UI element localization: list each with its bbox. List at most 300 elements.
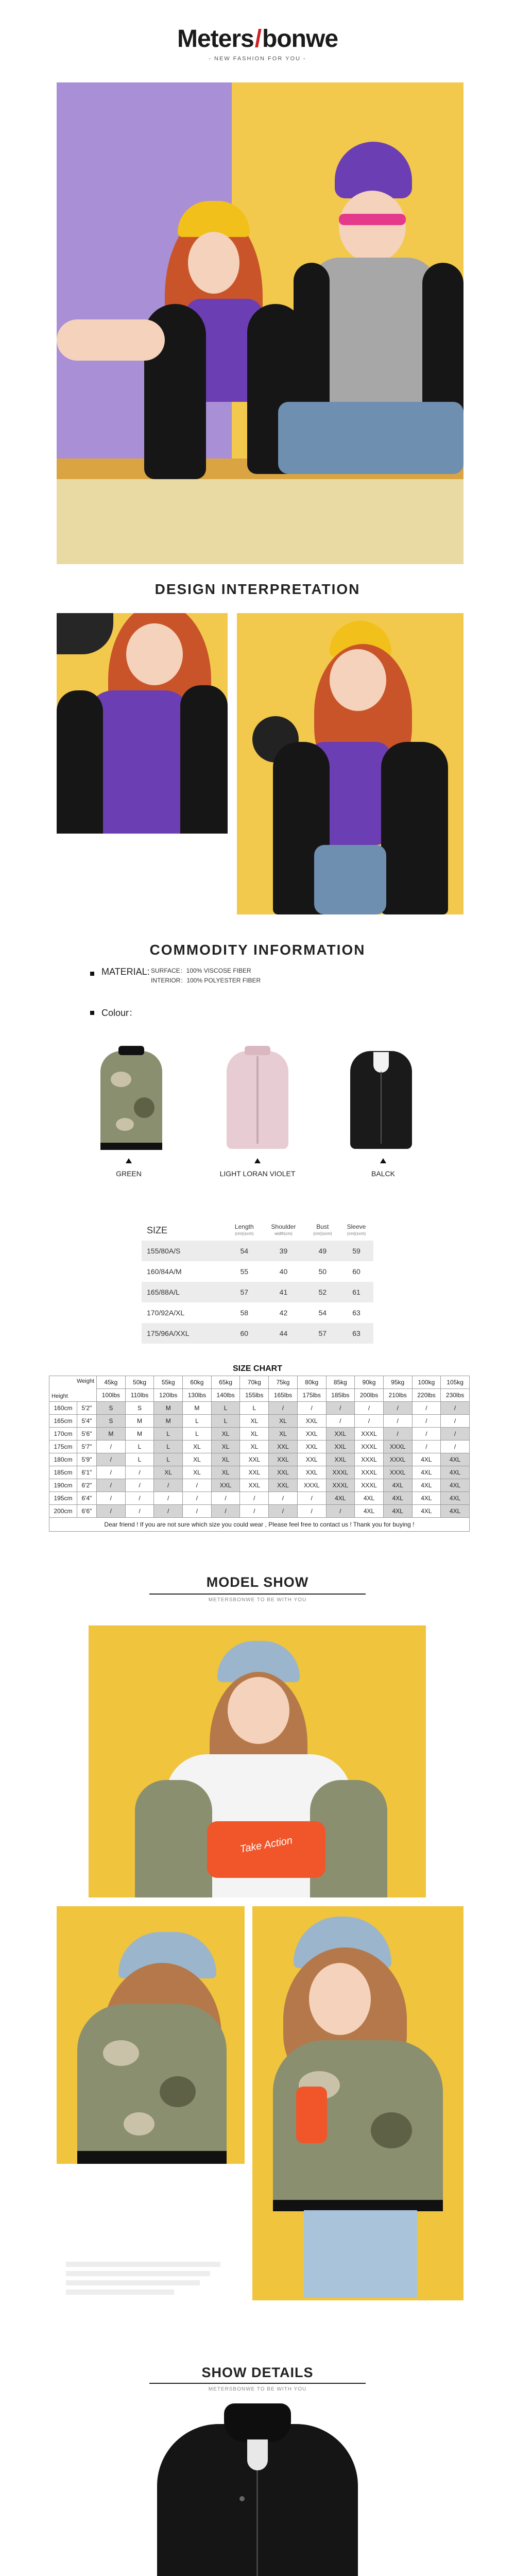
size-table-header: [142, 1220, 373, 1241]
size-chart-weight-kg: 70kg: [240, 1376, 269, 1389]
design-left-racket: [57, 613, 113, 654]
size-chart-cell: /: [441, 1440, 470, 1453]
size-chart-weight-kg: 55kg: [154, 1376, 183, 1389]
size-chart-height-ft: 5'4": [77, 1415, 97, 1428]
size-chart-cell: M: [183, 1402, 212, 1415]
size-chart-cell: /: [154, 1505, 183, 1518]
black-jacket-neck: [373, 1052, 389, 1073]
size-chart-weight-lbs: 220lbs: [412, 1389, 441, 1402]
m2-camo-spot-1: [103, 2040, 139, 2066]
size-chart-cell: /: [383, 1415, 412, 1428]
size-chart-weight-lbs: 140lbs: [211, 1389, 240, 1402]
size-chart-height-ft: 6'1": [77, 1466, 97, 1479]
size-chart-row: [49, 1415, 470, 1428]
swatch-green-jacket[interactable]: [88, 1046, 175, 1151]
brand-slash: /: [254, 25, 262, 53]
faint-line-2: [66, 2271, 210, 2276]
brand-tagline: - NEW FASHION FOR YOU -: [209, 56, 306, 62]
size-chart-cell: /: [297, 1505, 326, 1518]
size-chart-cell: XXXL: [355, 1479, 384, 1492]
size-chart-cell: 4XL: [383, 1505, 412, 1518]
size-chart-cell: /: [97, 1492, 126, 1505]
size-chart-weight-kg: 90kg: [355, 1376, 384, 1389]
size-table-cell: 52: [306, 1282, 339, 1302]
material-interior: INTERIOR：100% POLYESTER FIBER: [151, 977, 261, 984]
size-table-cell: 60: [227, 1323, 261, 1344]
size-chart-cell: L: [154, 1440, 183, 1453]
design-photo-left: [57, 613, 228, 834]
size-chart-cell: /: [154, 1492, 183, 1505]
shoulder-col-header: [261, 1220, 305, 1241]
size-chart-title: SIZE CHART: [233, 1364, 282, 1373]
faint-line-3: [66, 2280, 200, 2285]
size-col-header: SIZE: [147, 1225, 168, 1235]
detail-photo-black-jacket: [147, 2403, 368, 2576]
size-chart-cell: XL: [211, 1428, 240, 1440]
size-chart-row: [49, 1402, 470, 1415]
size-chart-cell: XXXL: [383, 1466, 412, 1479]
size-chart-note-row: [49, 1518, 470, 1532]
hero-floor: [57, 479, 464, 564]
faint-line-1: [66, 2262, 220, 2267]
size-chart-cell: XXXL: [326, 1479, 355, 1492]
size-chart-weight-kg: 45kg: [97, 1376, 126, 1389]
design-photo-right: [237, 613, 464, 914]
size-chart-cell: XL: [240, 1428, 269, 1440]
m2-camo-jacket: [77, 2004, 227, 2164]
size-table-cell: 63: [352, 1309, 360, 1317]
size-table-cell: 44: [261, 1323, 305, 1344]
size-chart-height-cm: 185cm: [49, 1466, 77, 1479]
size-chart-cell: XL: [211, 1466, 240, 1479]
size-table-size: 175/96A/XXL: [142, 1323, 227, 1344]
m3-denim-skirt: [304, 2210, 417, 2298]
m3-camo-spot-2: [371, 2112, 412, 2148]
size-chart-cell: L: [125, 1453, 154, 1466]
size-chart-weight-kg: 80kg: [297, 1376, 326, 1389]
green-jacket-camo-1: [111, 1072, 131, 1087]
commodity-title: COMMODITY INFORMATION: [149, 942, 366, 958]
size-chart-cell: 4XL: [412, 1466, 441, 1479]
size-chart-cell: 4XL: [383, 1479, 412, 1492]
hero-model-right-jeans: [278, 402, 464, 474]
size-chart-cell: L: [211, 1415, 240, 1428]
model-photo-right: [252, 1906, 464, 2300]
size-chart-height-ft: 5'7": [77, 1440, 97, 1453]
size-chart-cell: L: [154, 1428, 183, 1440]
size-table-row: [142, 1261, 373, 1282]
detail-jacket-placket: [256, 2470, 258, 2576]
show-details-title: SHOW DETAILS: [201, 2365, 314, 2380]
size-table-cell: 42: [279, 1309, 288, 1317]
size-chart-weight-lbs: 130lbs: [183, 1389, 212, 1402]
size-chart-cell: XL: [211, 1440, 240, 1453]
size-chart-height-ft: 6'2": [77, 1479, 97, 1492]
design-right-jacket-r: [381, 742, 448, 914]
faint-line-4: [66, 2290, 174, 2295]
size-chart-cell: M: [154, 1415, 183, 1428]
detail-jacket-button: [239, 2496, 245, 2501]
design-right-jeans: [314, 845, 386, 914]
size-chart-weight-kg: 95kg: [383, 1376, 412, 1389]
size-chart-cell: /: [269, 1505, 298, 1518]
size-table-cell: 40: [279, 1267, 288, 1276]
m1-face: [228, 1677, 289, 1744]
size-chart-cell: XXL: [240, 1466, 269, 1479]
size-chart-cell: /: [125, 1505, 154, 1518]
size-chart-cell: XXXL: [326, 1466, 355, 1479]
size-chart-height-ft: 6'6": [77, 1505, 97, 1518]
size-chart-height-cm: 175cm: [49, 1440, 77, 1453]
size-chart-cell: XL: [269, 1428, 298, 1440]
size-chart-cell: /: [412, 1440, 441, 1453]
size-chart-height-ft: 6'4": [77, 1492, 97, 1505]
size-chart-cell: XXXL: [297, 1479, 326, 1492]
size-chart-cell: S: [125, 1402, 154, 1415]
show-details-subtitle: METERSBONWE TO BE WITH YOU: [208, 2386, 307, 2392]
size-chart-cell: XXL: [297, 1453, 326, 1466]
size-chart-height-cm: 190cm: [49, 1479, 77, 1492]
size-chart-cell: XL: [183, 1440, 212, 1453]
size-chart-cell: /: [355, 1402, 384, 1415]
size-chart-cell: L: [183, 1428, 212, 1440]
sleeve-label: Sleeve: [347, 1223, 366, 1230]
design-title: DESIGN INTERPRETATION: [154, 581, 360, 597]
size-chart-cell: XL: [183, 1466, 212, 1479]
size-chart-cell: 4XL: [441, 1453, 470, 1466]
size-chart-cell: /: [97, 1440, 126, 1453]
size-chart-cell: 4XL: [412, 1479, 441, 1492]
size-chart-cell: /: [412, 1415, 441, 1428]
size-table-cell: 54: [227, 1241, 261, 1261]
size-chart-row: [49, 1466, 470, 1479]
size-chart-cell: /: [412, 1428, 441, 1440]
size-chart-cell: XXL: [326, 1440, 355, 1453]
size-chart-cell: XL: [240, 1415, 269, 1428]
green-jacket-camo-2: [134, 1097, 154, 1118]
size-chart-cell: /: [269, 1402, 298, 1415]
size-chart-cell: 4XL: [383, 1492, 412, 1505]
size-chart-cell: /: [326, 1402, 355, 1415]
size-chart-cell: /: [154, 1479, 183, 1492]
size-chart-cell: /: [183, 1505, 212, 1518]
size-table-size: 165/88A/L: [142, 1282, 227, 1302]
model-photo-main: [89, 1625, 426, 1897]
size-chart-cell: XL: [240, 1440, 269, 1453]
size-chart-cell: XXL: [211, 1479, 240, 1492]
size-chart-weight-kg: 100kg: [412, 1376, 441, 1389]
size-chart-cell: /: [383, 1428, 412, 1440]
size-chart-cell: /: [97, 1505, 126, 1518]
size-table-size: 170/92A/XL: [147, 1309, 185, 1317]
size-chart-weight-lbs: 155lbs: [240, 1389, 269, 1402]
size-chart-weight-lbs: 165lbs: [269, 1389, 298, 1402]
size-table-cell: 49: [306, 1241, 339, 1261]
size-chart-cell: XL: [211, 1453, 240, 1466]
swatch-black-pointer: [380, 1158, 386, 1163]
size-table-cell: 57: [227, 1282, 261, 1302]
size-chart-weight-lbs: 210lbs: [383, 1389, 412, 1402]
size-table-cell: 41: [261, 1282, 305, 1302]
sleeve-col-header: [339, 1220, 373, 1241]
size-chart-cell: XXL: [297, 1415, 326, 1428]
brand-right: bonwe: [262, 25, 338, 53]
model-show-title: MODEL SHOW: [206, 1574, 309, 1590]
size-chart-cell: XXL: [269, 1466, 298, 1479]
size-chart-weight-label: Weight: [76, 1378, 94, 1384]
green-jacket-hem: [100, 1143, 162, 1150]
size-chart-cell: L: [154, 1453, 183, 1466]
size-chart-cell: /: [297, 1492, 326, 1505]
green-jacket-collar: [118, 1046, 144, 1055]
design-left-jacket-r: [180, 685, 228, 834]
swatch-black-label[interactable]: BALCK: [371, 1170, 395, 1178]
sleeve-unit: (cm)(±cm): [347, 1231, 366, 1236]
m2-camo-spot-2: [160, 2076, 196, 2107]
size-chart-cell: /: [441, 1402, 470, 1415]
size-chart-cell: /: [97, 1466, 126, 1479]
size-chart-cell: XL: [269, 1415, 298, 1428]
design-right-face: [330, 649, 386, 711]
size-chart-cell: XXL: [240, 1453, 269, 1466]
size-chart-cell: XXL: [297, 1428, 326, 1440]
size-chart-cell: M: [154, 1402, 183, 1415]
green-jacket-body: [100, 1051, 162, 1149]
size-chart-cell: XXL: [297, 1440, 326, 1453]
m2-jacket-hem: [77, 2151, 227, 2164]
size-measurement-table: [142, 1220, 373, 1344]
size-chart-cell: S: [97, 1415, 126, 1428]
size-chart-cell: 4XL: [412, 1453, 441, 1466]
size-chart-cell: /: [326, 1415, 355, 1428]
size-chart-cell: XL: [154, 1466, 183, 1479]
size-chart-weight-kg: 85kg: [326, 1376, 355, 1389]
size-chart-weight-kg: 65kg: [211, 1376, 240, 1389]
hero-model-right-glasses: [339, 214, 406, 225]
size-chart-cell: XXXL: [383, 1440, 412, 1453]
m3-orange-bag: [296, 2087, 327, 2143]
length-col-header: [227, 1220, 261, 1241]
hero-model-left-face: [188, 232, 239, 294]
size-chart-cell: XXXL: [355, 1466, 384, 1479]
size-chart-cell: /: [441, 1428, 470, 1440]
colour-bullet: [90, 1011, 94, 1015]
material-surface: SURFACE：100% VISCOSE FIBER: [151, 967, 251, 974]
hero-model-left-legs: [57, 319, 165, 361]
size-chart-height-cm: 195cm: [49, 1492, 77, 1505]
size-table-cell: 57: [306, 1323, 339, 1344]
size-chart-cell: /: [240, 1505, 269, 1518]
bust-label: Bust: [316, 1223, 329, 1230]
m3-jacket-hem: [273, 2200, 443, 2211]
swatch-black-jacket[interactable]: [337, 1046, 425, 1151]
detail-jacket-neck: [247, 2439, 268, 2470]
size-chart-cell: L: [125, 1440, 154, 1453]
size-chart-cell: 4XL: [441, 1466, 470, 1479]
size-chart-cell: S: [97, 1402, 126, 1415]
length-unit: (cm)(±cm): [235, 1231, 254, 1236]
size-chart-cell: XXL: [326, 1453, 355, 1466]
size-table-cell: 61: [339, 1282, 373, 1302]
size-chart-cell: /: [125, 1466, 154, 1479]
size-chart-row: [49, 1428, 470, 1440]
size-chart-weight-lbs-row: [49, 1389, 470, 1402]
size-chart-cell: M: [125, 1415, 154, 1428]
size-chart-cell: /: [355, 1415, 384, 1428]
size-table-cell: 58: [240, 1309, 249, 1317]
size-table-cell: 63: [339, 1323, 373, 1344]
size-chart-weight-lbs: 110lbs: [125, 1389, 154, 1402]
size-table-cell: 60: [352, 1267, 360, 1276]
size-chart-cell: /: [383, 1402, 412, 1415]
model-show-subtitle: METERSBONWE TO BE WITH YOU: [208, 1597, 307, 1603]
size-chart-weight-kg: 75kg: [269, 1376, 298, 1389]
size-chart-row: [49, 1453, 470, 1466]
size-chart-row: [49, 1479, 470, 1492]
size-chart-cell: M: [125, 1428, 154, 1440]
size-table-cell: 55: [240, 1267, 249, 1276]
size-table-row: [142, 1282, 373, 1302]
size-chart-weight-kg-row: [49, 1376, 470, 1389]
size-chart-cell: 4XL: [326, 1492, 355, 1505]
size-table-cell: 59: [339, 1241, 373, 1261]
violet-jacket-placket: [256, 1056, 259, 1144]
size-chart-cell: /: [441, 1415, 470, 1428]
hero-model-right-beanie: [335, 142, 412, 198]
brand-logo[interactable]: [0, 25, 515, 53]
swatch-green-pointer: [126, 1158, 132, 1163]
shoulder-unit: width(cm): [274, 1231, 293, 1236]
black-jacket-placket: [381, 1072, 382, 1144]
design-left-jacket-l: [57, 690, 103, 834]
size-chart-cell: XXL: [326, 1428, 355, 1440]
design-left-hoodie: [88, 690, 191, 834]
size-chart-height-ft: 5'2": [77, 1402, 97, 1415]
size-chart-cell: XXXL: [355, 1440, 384, 1453]
bust-unit: (cm)(±cm): [313, 1231, 332, 1236]
shoulder-label: Shoulder: [271, 1223, 296, 1230]
size-chart-height-ft: 5'9": [77, 1453, 97, 1466]
length-label: Length: [234, 1223, 254, 1230]
size-chart-weight-kg: 105kg: [441, 1376, 470, 1389]
size-chart-weight-lbs: 120lbs: [154, 1389, 183, 1402]
size-chart-weight-lbs: 175lbs: [297, 1389, 326, 1402]
size-chart-weight-lbs: 100lbs: [97, 1389, 126, 1402]
size-chart: [49, 1376, 469, 1532]
show-details-rule: [149, 2383, 366, 2384]
size-chart-cell: XXXL: [355, 1428, 384, 1440]
size-chart-height-label: Height: [52, 1393, 68, 1399]
size-chart-weight-lbs: 185lbs: [326, 1389, 355, 1402]
size-chart-cell: L: [211, 1402, 240, 1415]
detail-jacket-collar: [224, 2403, 291, 2442]
size-chart-cell: XXL: [269, 1479, 298, 1492]
size-chart-height-cm: 200cm: [49, 1505, 77, 1518]
size-table-row: [142, 1323, 373, 1344]
size-table-cell: 39: [261, 1241, 305, 1261]
size-chart-height-cm: 160cm: [49, 1402, 77, 1415]
m1-bag-text: Take Action: [239, 1835, 294, 1855]
size-chart-weight-lbs: 230lbs: [441, 1389, 470, 1402]
violet-jacket-collar: [245, 1046, 270, 1055]
size-chart-row: [49, 1440, 470, 1453]
size-chart-cell: /: [211, 1492, 240, 1505]
material-bullet: [90, 972, 94, 976]
m1-camo-sleeve-l: [135, 1780, 212, 1897]
swatch-violet-label[interactable]: LIGHT LORAN VIOLET: [219, 1170, 296, 1178]
size-chart-cell: XXXL: [355, 1453, 384, 1466]
green-jacket-camo-3: [116, 1118, 134, 1131]
size-chart-cell: 4XL: [412, 1505, 441, 1518]
size-chart-corner: [49, 1376, 97, 1402]
size-chart-cell: /: [97, 1453, 126, 1466]
swatch-violet-jacket[interactable]: [214, 1046, 301, 1151]
size-chart-cell: XXL: [269, 1440, 298, 1453]
size-chart-cell: M: [97, 1428, 126, 1440]
size-chart-cell: /: [125, 1479, 154, 1492]
size-chart-cell: /: [183, 1479, 212, 1492]
size-table-cell: 54: [318, 1309, 327, 1317]
m3-face: [309, 1963, 371, 2035]
size-chart-cell: 4XL: [355, 1505, 384, 1518]
size-chart-cell: /: [326, 1505, 355, 1518]
size-chart-cell: /: [125, 1492, 154, 1505]
m2-camo-spot-3: [124, 2112, 154, 2136]
size-chart-note: Dear friend ! If you are not sure which size you could wear , Please feel free to contact us ! Thank you for buying !: [49, 1518, 470, 1532]
model-photo-left: [57, 1906, 245, 2164]
size-chart-height-cm: 165cm: [49, 1415, 77, 1428]
material-label: MATERIAL:: [101, 967, 150, 977]
brand-left: Meters: [177, 25, 254, 53]
size-chart-cell: 4XL: [355, 1492, 384, 1505]
size-chart-weight-lbs: 200lbs: [355, 1389, 384, 1402]
size-chart-cell: /: [412, 1402, 441, 1415]
size-chart-height-cm: 170cm: [49, 1428, 77, 1440]
size-chart-cell: /: [211, 1505, 240, 1518]
swatch-violet-pointer: [254, 1158, 261, 1163]
size-chart-weight-kg: 50kg: [125, 1376, 154, 1389]
size-chart-height-cm: 180cm: [49, 1453, 77, 1466]
size-table-row: [142, 1241, 373, 1261]
size-chart-cell: /: [240, 1492, 269, 1505]
colour-label: Colour：: [101, 1008, 139, 1018]
size-chart-cell: XXXL: [383, 1453, 412, 1466]
size-chart-cell: /: [269, 1492, 298, 1505]
size-chart-cell: XL: [183, 1453, 212, 1466]
size-chart-cell: XXL: [269, 1453, 298, 1466]
size-chart-row: [49, 1492, 470, 1505]
size-table-size: 160/84A/M: [147, 1267, 182, 1276]
size-table-size: 155/80A/S: [142, 1241, 227, 1261]
size-chart-cell: /: [183, 1492, 212, 1505]
size-chart-cell: 4XL: [441, 1492, 470, 1505]
size-chart-cell: /: [297, 1402, 326, 1415]
size-chart-row: [49, 1505, 470, 1518]
model-show-rule: [149, 1594, 366, 1595]
size-chart-cell: XXL: [297, 1466, 326, 1479]
size-table-row: [142, 1302, 373, 1323]
size-chart-weight-kg: 60kg: [183, 1376, 212, 1389]
size-chart-cell: XXL: [240, 1479, 269, 1492]
size-chart-cell: L: [240, 1402, 269, 1415]
swatch-green-label[interactable]: GREEN: [116, 1170, 142, 1178]
size-chart-cell: 4XL: [441, 1479, 470, 1492]
hero-model-right-face: [339, 191, 406, 263]
model-show-faint-text: [66, 2262, 236, 2295]
size-chart-height-ft: 5'6": [77, 1428, 97, 1440]
size-chart-cell: L: [183, 1415, 212, 1428]
bust-col-header: [306, 1220, 339, 1241]
